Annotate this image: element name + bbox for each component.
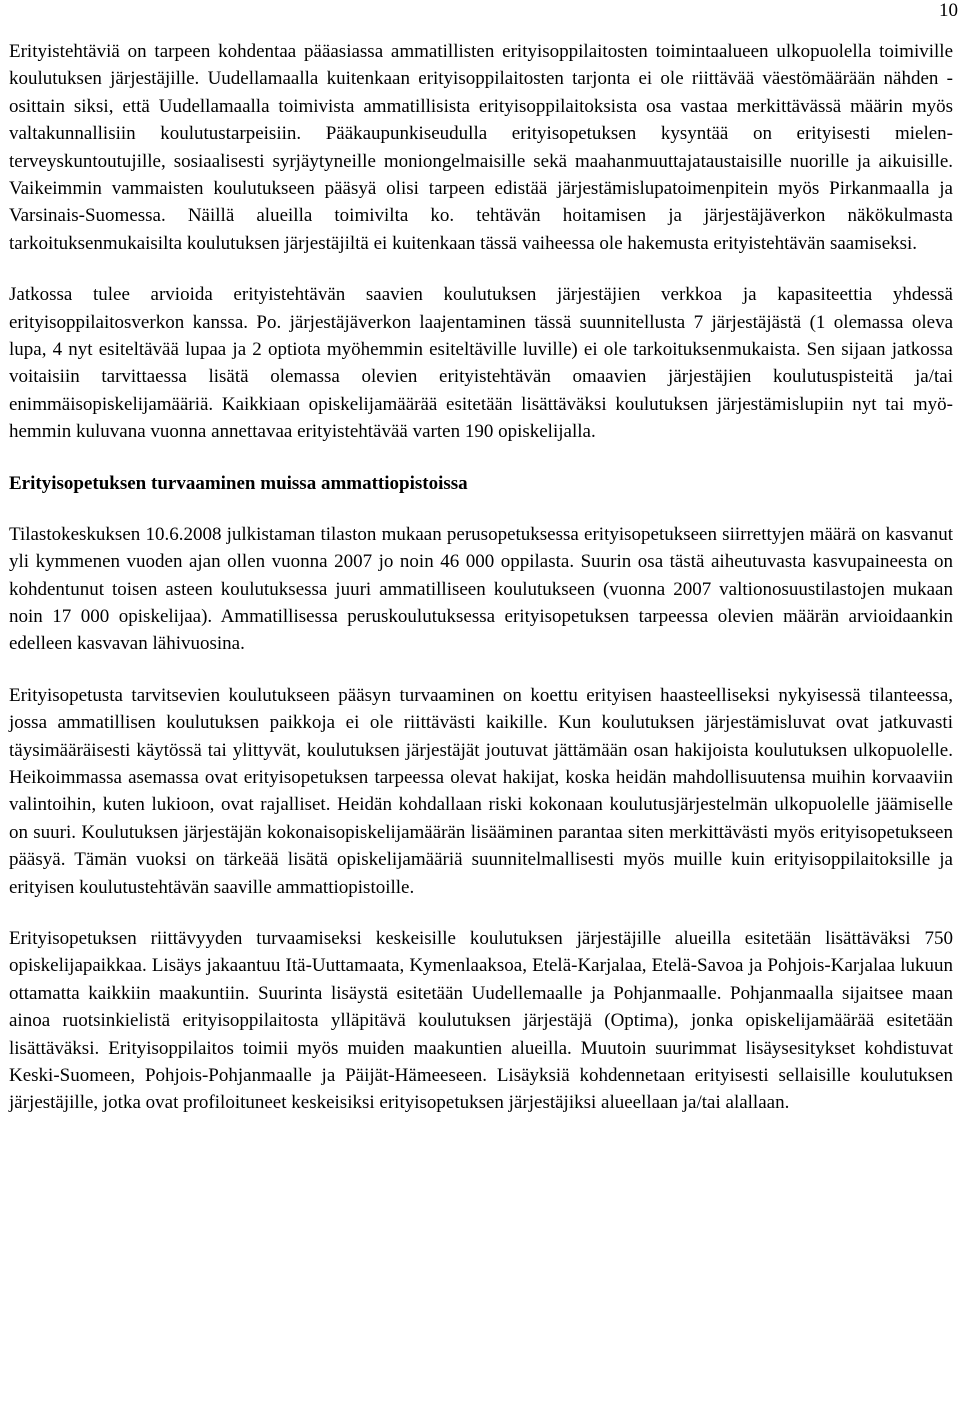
paragraph-koulutukseen-paasy: Erityisopetusta tarvitsevien koulutukseen pääsyn turvaaminen on koettu erityisen haasteelliseksi nykyisessä tilanteessa, jossa ammatillisen koulutuksen paikkoja ei ole riittävästi kaikille. Kun koulutuksen järjestämisluvat ovat jatkuvasti täysimääräisesti käytössä tai ylittyvät, koulutuksen järjestäjät joutuvat jättämään osan hakijoista koulutuksen ulkopuolelle. Heikoimmassa asemassa ovat erityisopetuksen tarpeessa olevat hakijat, koska heidän mahdollisuutensa muihin korvaaviin valintoihin, kuten lukioon, ovat rajalliset. Heidän kohdallaan riski kokonaan koulutusjärjestelmän ulkopuolelle jäämiselle on suuri. Koulutuksen järjestäjän kokonaisopiskelijamäärän lisääminen parantaa siten merkittävästi myös erityisopetukseen pääsyä. Tämän vuoksi on tärkeää lisätä opiskelijamääriä suunnitelmallisesti myös muille kuin erityisoppilaitoksille ja erityisen koulutustehtävän saaville ammattiopistoille. bbox=[9, 684, 953, 898]
page-number: 10 bbox=[939, 0, 958, 21]
paragraph-tilastokeskus: Tilastokeskuksen 10.6.2008 julkistaman tilaston mukaan perusopetuksessa erityisopetukseen siirrettyjen määrä on kasvanut yli kymmenen vuoden ajan ollen vuonna 2007 jo noin 46 000 oppilasta. Suurin osa tästä aiheutuvasta kasvupaineesta on kohdentunut toisen asteen koulutuksessa juuri ammatilliseen koulutukseen (vuonna 2007 valtionosuustilastojen mukaan noin 17 000 opiskelijaa). Ammatillisessa peruskoulutuksessa erityisopetuksen tarpeessa olevien määrän arvioidaankin edelleen kasvavan lähivuosina. bbox=[9, 523, 953, 655]
document-body bbox=[9, 38, 953, 1141]
paragraph-erityistehtavat: Erityistehtäviä on tarpeen kohdentaa pääasiassa ammatillisten erityisoppilaitosten toimintaalueen ulkopuolella toimiville koulutuksen järjestäjille. Uudellamaalla kuitenkaan erityisoppilaitosten tarjonta ei ole riittävää väestömäärään nähden - osittain siksi, että Uudellamaalla toimivista ammatillisista erityisoppilaitoksista osa vastaa merkittävässä määrin myös valtakunnallisiin koulutustarpeisiin. Pääkaupunkiseudulla erityisopetuksen kysyntää on erityisesti mielenterveyskuntoutujille, sosiaalisesti syrjäytyneille moniongelmaisille sekä maahanmuuttajataustaisille nuorille ja aikuisille. Vaikeimmin vammaisten koulutukseen pääsyä olisi tarpeen edistää järjestämislupatoimenpitein myös Pirkanmaalla ja Varsinais-Suomessa. Näillä alueilla toimivilta ko. tehtävän hoitamisen ja järjestäjäverkon näkökulmasta tarkoituksenmukaisilta koulutuksen järjestäjiltä ei kuitenkaan tässä vaiheessa ole hakemusta erityistehtävän saamiseksi. bbox=[9, 41, 953, 254]
paragraph-opiskelijapaikat: Erityisopetuksen riittävyyden turvaamiseksi keskeisille koulutuksen järjestäjille alueilla esitetään lisättäväksi 750 opiskelijapaikkaa. Lisäys jakaantuu Itä-Uuttamaata, Kymenlaaksoa, Etelä-Karjalaa, Etelä-Savoa ja Pohjois-Karjalaa lukuun ottamatta kaikkiin maakuntiin. Suurinta lisäystä esitetään Uudellemaalle ja Pohjanmaalle. Pohjanmaalla sijaitsee maan ainoa ruotsinkielistä erityisoppilaitosta ylläpitävä koulutuksen järjestäjä (Optima), jonka opiskelijamäärää esitetään lisättäväksi. Erityisoppilaitos toimii myös muiden maakuntien alueilla. Muutoin suurimmat lisäysesitykset kohdistuvat Keski-Suomeen, Pohjois-Pohjanmaalle ja Päijät-Hämeeseen. Lisäyksiä kohdennetaan erityisesti sellaisille koulutuksen järjestäjille, jotka ovat profiloituneet keskeisiksi erityisopetuksen järjestäjiksi alueellaan ja/tai alallaan. bbox=[9, 927, 953, 1114]
section-heading: Erityisopetuksen turvaaminen muissa ammattiopistoissa bbox=[9, 472, 468, 494]
paragraph-jatkossa: Jatkossa tulee arvioida erityistehtävän saavien koulutuksen järjestäjien verkkoa ja kapasiteettia yhdessä erityisoppilaitosverkon kanssa. Po. järjestäjäverkon laajentaminen tässä suunnitellusta 7 järjestäjästä (1 olemassa oleva lupa, 4 nyt esiteltävää lupaa ja 2 optiota myöhemmin esiteltäville luville) ei ole tarkoituksenmukaista. Sen sijaan jatkossa voitaisiin tarvittaessa lisätä olemassa olevien erityistehtävän omaavien järjestäjien koulutuspisteitä ja/tai enimmäisopiskelijamääriä. Kaikkiaan opiskelijamäärää esitetään lisättäväksi koulutuksen järjestämislupiin nyt tai myöhemmin kuluvana vuonna annettavaa erityistehtävää varten 190 opiskelijalla. bbox=[9, 284, 953, 443]
